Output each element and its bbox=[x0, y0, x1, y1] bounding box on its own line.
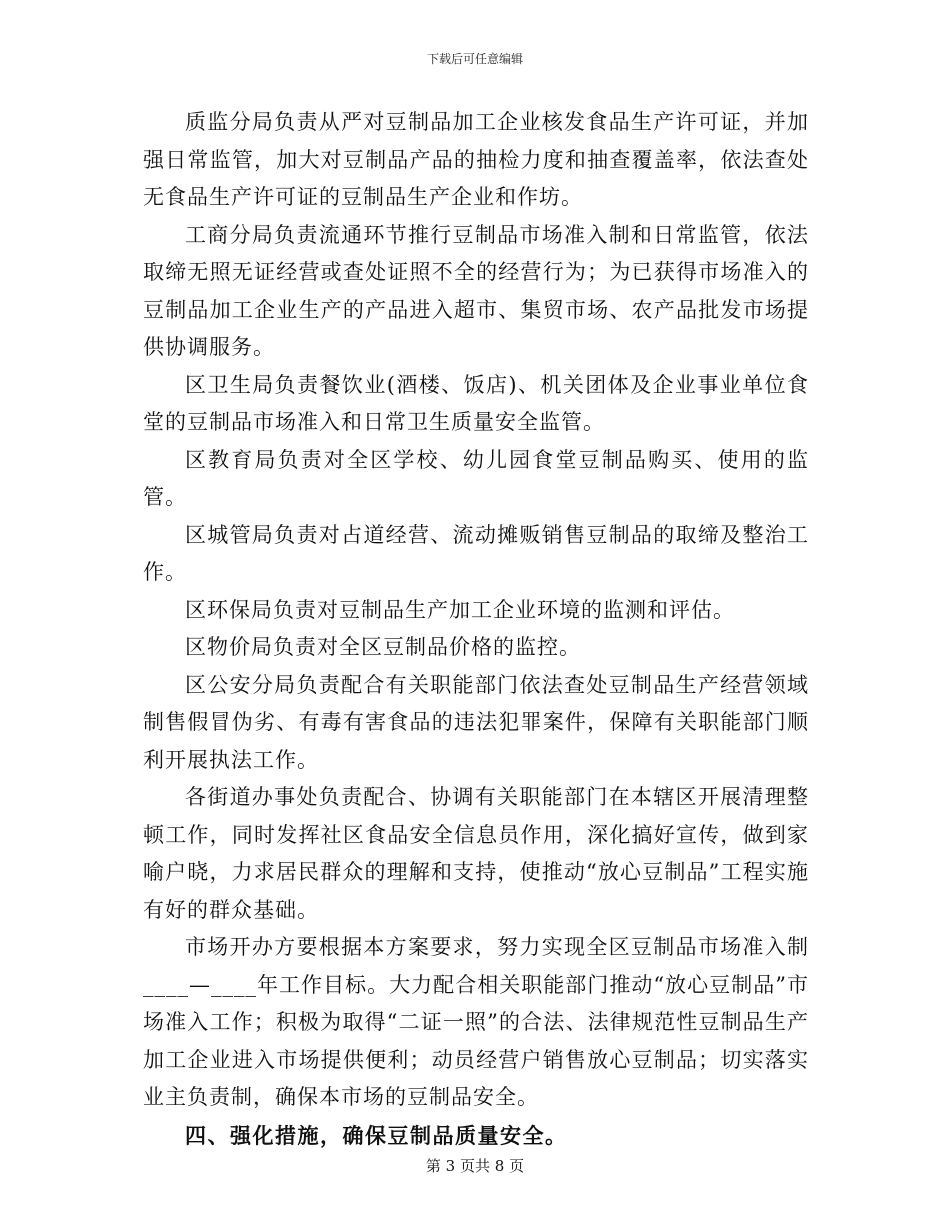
document-body bbox=[143, 104, 809, 1154]
paragraph-price-bureau: 区物价局负责对全区豆制品价格的监控。 bbox=[185, 635, 581, 659]
paragraph-industry-commerce: 工商分局负责流通环节推行豆制品市场准入制和日常监管，依法取缔无照无证经营或查处证照不全的经营行为；为已获得市场准入的豆制品加工企业生产的产品进入超市、集贸市场、农产品批发市场提供协调服务。 bbox=[143, 222, 809, 359]
paragraph-health-bureau: 区卫生局负责餐饮业(酒楼、饭店)、机关团体及企业事业单位食堂的豆制品市场准入和日常卫生质量安全监管。 bbox=[143, 372, 809, 434]
section-heading: 四、强化措施，确保豆制品质量安全。 bbox=[185, 1122, 568, 1148]
paragraph-market-operators: 市场开办方要根据本方案要求，努力实现全区豆制品市场准入制____—____年工作目标。大力配合相关职能部门推动“放心豆制品”市场准入工作；积极为取得“二证一照”的合法、法律规范性豆制品生产加工企业进入市场提供便利；动员经营户销售放心豆制品；切实落实业主负责制，确保本市场的豆制品安全。 bbox=[143, 935, 809, 1109]
paragraph-education-bureau: 区教育局负责对全区学校、幼儿园食堂豆制品购买、使用的监管。 bbox=[143, 447, 809, 509]
paragraph-street-offices: 各街道办事处负责配合、协调有关职能部门在本辖区开展清理整顿工作，同时发挥社区食品安全信息员作用，深化搞好宣传，做到家喻户晓，力求居民群众的理解和支持，使推动“放心豆制品”工程实施有好的群众基础。 bbox=[143, 785, 809, 922]
page-number: 第 3 页共 8 页 bbox=[425, 1157, 525, 1175]
page-header: 下载后可任意编辑 bbox=[426, 52, 523, 66]
paragraph-public-security: 区公安分局负责配合有关职能部门依法查处豆制品生产经营领域制售假冒伪劣、有毒有害食品的违法犯罪案件，保障有关职能部门顺利开展执法工作。 bbox=[143, 672, 809, 772]
paragraph-environmental-bureau: 区环保局负责对豆制品生产加工企业环境的监测和评估。 bbox=[185, 597, 735, 622]
paragraph-quality-supervision: 质监分局负责从严对豆制品加工企业核发食品生产许可证，并加强日常监管，加大对豆制品产品的抽检力度和抽查覆盖率，依法查处无食品生产许可证的豆制品生产企业和作坊。 bbox=[143, 110, 809, 209]
paragraph-urban-management: 区城管局负责对占道经营、流动摊贩销售豆制品的取缔及整治工作。 bbox=[143, 522, 809, 584]
